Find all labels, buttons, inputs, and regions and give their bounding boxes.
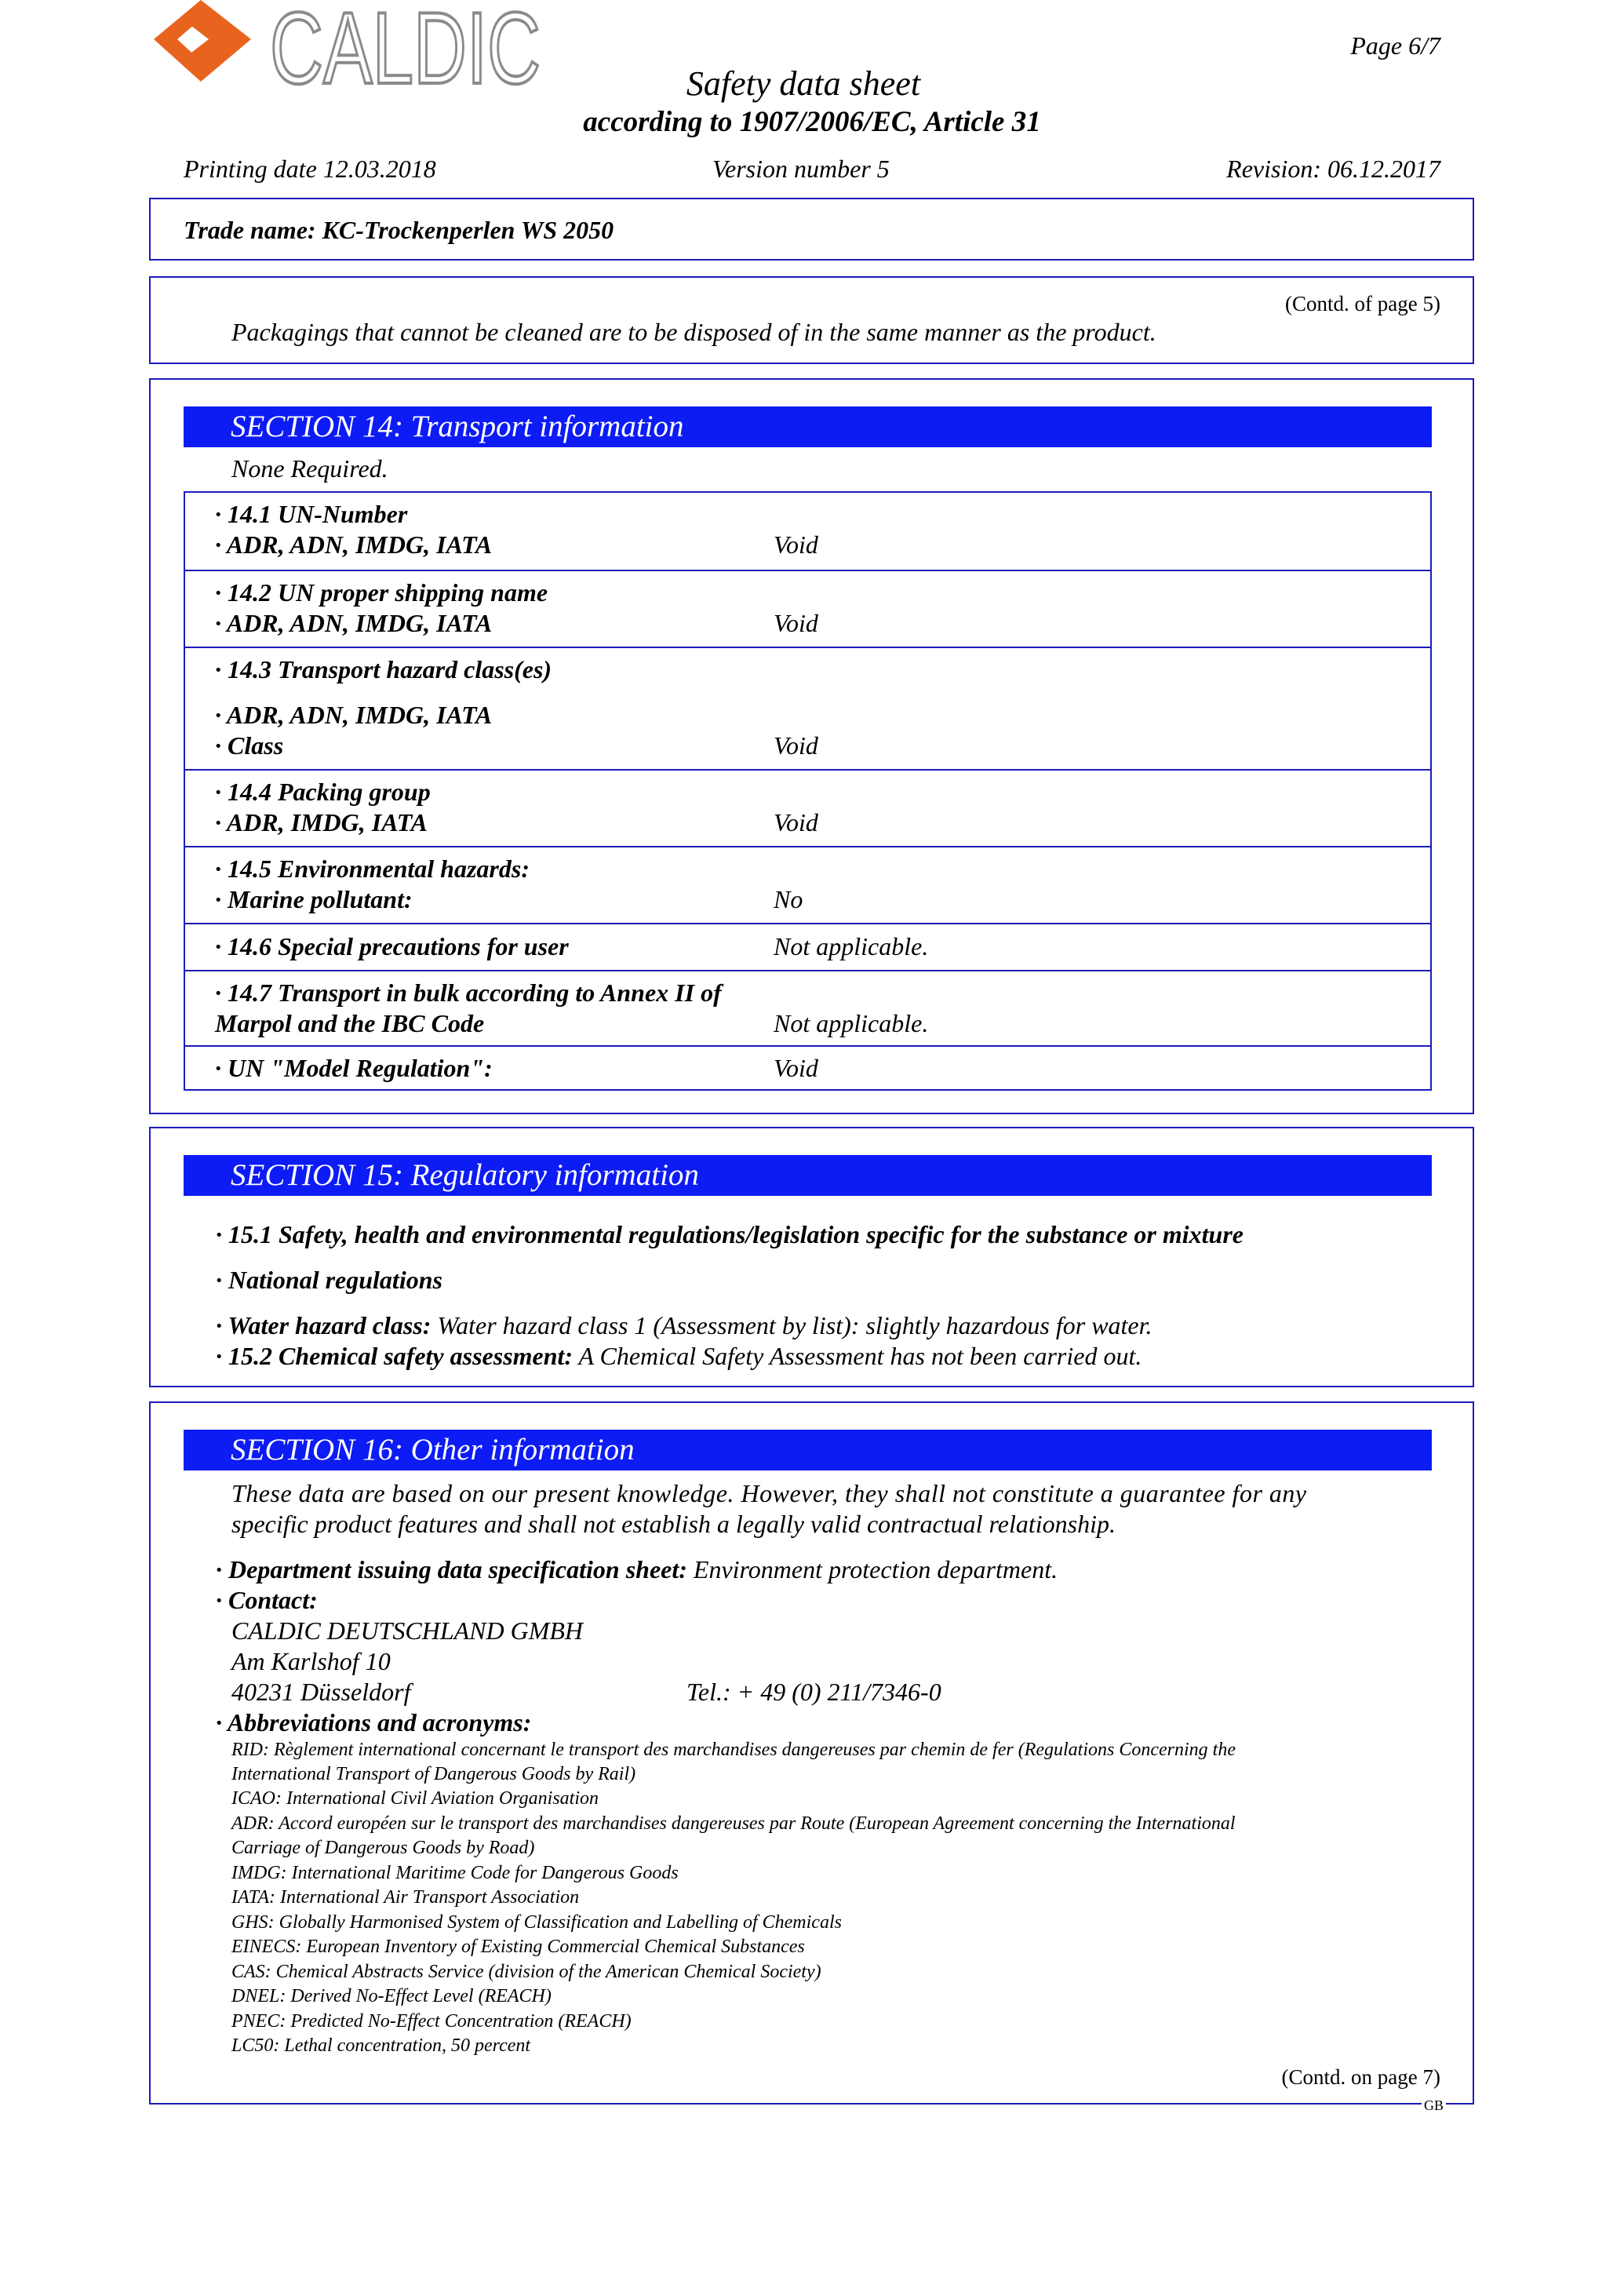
issuing-department	[216, 1554, 1058, 1584]
row-label: · 14.6 Special precautions for user	[215, 932, 569, 960]
section-16-heading: SECTION 16: Other information	[184, 1430, 1432, 1470]
list-item: PNEC: Predicted No-Effect Concentration (REACH)	[231, 2011, 632, 2032]
csa-value: A Chemical Safety Assessment has not been carried out.	[578, 1342, 1142, 1370]
abbreviations-label: · Abbreviations and acronyms:	[216, 1708, 532, 1736]
document-title: Safety data sheet	[686, 64, 921, 103]
row-value: Void	[774, 530, 818, 559]
row-sublabel: Marpol and the IBC Code	[215, 1009, 485, 1037]
table-row	[185, 769, 1430, 846]
row-sublabel: · ADR, ADN, IMDG, IATA	[215, 701, 493, 729]
table-row	[185, 647, 1430, 769]
section-15-heading: SECTION 15: Regulatory information	[184, 1155, 1432, 1196]
list-item: IMDG: International Maritime Code for Dangerous Goods	[231, 1863, 679, 1883]
row-value: Void	[774, 731, 818, 760]
contd-from-label: (Contd. of page 5)	[1285, 292, 1440, 315]
contact-label: · Contact:	[216, 1586, 318, 1614]
document-subtitle: according to 1907/2006/EC, Article 31	[583, 106, 1041, 138]
row-label: · 14.4 Packing group	[215, 778, 431, 806]
water-hazard	[216, 1310, 1152, 1340]
revision-date: Revision: 06.12.2017	[1226, 155, 1440, 183]
list-item: LC50: Lethal concentration, 50 percent	[231, 2035, 531, 2056]
water-hazard-value: Water hazard class 1 (Assessment by list): slightly hazardous for water.	[437, 1311, 1152, 1339]
trade-name: Trade name: KC-Trockenperlen WS 2050	[184, 216, 614, 244]
contd-on-label: (Contd. on page 7)	[1281, 2065, 1440, 2089]
row-sublabel: · ADR, IMDG, IATA	[215, 808, 428, 836]
contact-phone: Tel.: + 49 (0) 211/7346-0	[686, 1678, 941, 1706]
disclaimer-line-2: specific product features and shall not establish a legally valid contractual relationship.	[231, 1510, 1116, 1538]
chemical-safety-assessment	[216, 1341, 1142, 1371]
row-label: · 14.7 Transport in bulk according to Annex II of	[215, 978, 722, 1007]
list-item: IATA: International Air Transport Association	[231, 1887, 580, 1908]
row-label: · UN "Model Regulation":	[215, 1054, 493, 1082]
row-sublabel: · ADR, ADN, IMDG, IATA	[215, 609, 493, 637]
row-sublabel: · Marine pollutant:	[215, 885, 413, 913]
country-code: GB	[1422, 2094, 1446, 2118]
row-label: · 14.1 UN-Number	[215, 500, 408, 528]
printing-date: Printing date 12.03.2018	[184, 155, 436, 183]
list-item: DNEL: Derived No-Effect Level (REACH)	[231, 1986, 552, 2006]
list-item: EINECS: European Inventory of Existing Commercial Chemical Substances	[231, 1937, 805, 1957]
row-value: Void	[774, 1054, 818, 1082]
table-row	[185, 970, 1430, 1045]
table-row	[185, 1045, 1430, 1089]
version-number: Version number 5	[712, 155, 890, 183]
regulation-line: · 15.1 Safety, health and environmental regulations/legislation specific for the substance or mixture	[216, 1220, 1243, 1248]
list-item: CAS: Chemical Abstracts Service (division of the American Chemical Society)	[231, 1962, 821, 1982]
list-item: RID: Règlement international concernant le transport des marchandises dangereuses par chemin de fer (Regulations Concerning the	[231, 1740, 1236, 1760]
list-item: Carriage of Dangerous Goods by Road)	[231, 1838, 535, 1858]
dept-label: · Department issuing data specification sheet:	[216, 1555, 687, 1583]
contact-city: 40231 Düsseldorf	[231, 1678, 411, 1706]
packaging-note: Packagings that cannot be cleaned are to be disposed of in the same manner as the product.	[231, 318, 1156, 346]
table-row	[185, 493, 1430, 570]
table-row	[185, 570, 1430, 647]
csa-label: · 15.2 Chemical safety assessment:	[216, 1342, 573, 1370]
row-value: No	[774, 885, 803, 913]
water-hazard-label: · Water hazard class:	[216, 1311, 431, 1339]
page-number: Page 6/7	[1350, 31, 1440, 60]
table-row	[185, 923, 1430, 970]
section-14-heading: SECTION 14: Transport information	[184, 406, 1432, 447]
row-value: Void	[774, 609, 818, 637]
row-label: · 14.5 Environmental hazards:	[215, 855, 530, 883]
row-label: · 14.2 UN proper shipping name	[215, 578, 548, 607]
list-item: ICAO: International Civil Aviation Organisation	[231, 1788, 599, 1809]
list-item: ADR: Accord européen sur le transport des marchandises dangereuses par Route (European Agreement concerning the International	[231, 1813, 1236, 1834]
disclaimer-line-1: These data are based on our present knowledge. However, they shall not constitute a guarantee for any	[231, 1479, 1307, 1507]
row-sublabel: · Class	[215, 731, 284, 760]
list-item: International Transport of Dangerous Goods by Rail)	[231, 1764, 636, 1784]
section-14-intro: None Required.	[231, 454, 388, 483]
caldic-logo-text: CALDIC	[270, 0, 541, 105]
row-value: Not applicable.	[774, 1009, 929, 1037]
list-item: GHS: Globally Harmonised System of Classification and Labelling of Chemicals	[231, 1912, 842, 1933]
row-label: · 14.3 Transport hazard class(es)	[215, 655, 552, 683]
row-sublabel: · ADR, ADN, IMDG, IATA	[215, 530, 493, 559]
transport-table	[184, 491, 1432, 1091]
contact-company: CALDIC DEUTSCHLAND GMBH	[231, 1616, 584, 1645]
dept-value: Environment protection department.	[693, 1555, 1058, 1583]
national-regulations: · National regulations	[216, 1266, 442, 1294]
table-row	[185, 846, 1430, 923]
row-value: Not applicable.	[774, 932, 929, 960]
contact-street: Am Karlshof 10	[231, 1647, 391, 1675]
row-value: Void	[774, 808, 818, 836]
